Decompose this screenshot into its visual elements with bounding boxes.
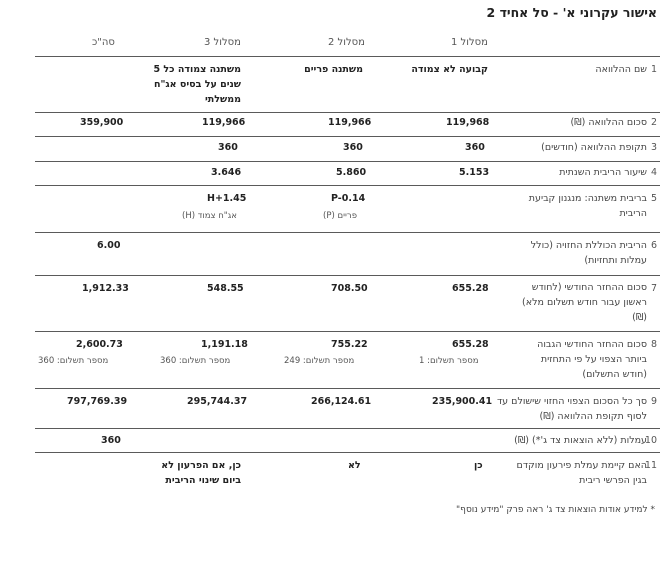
row-number: 3 [650,142,657,153]
route-1-peak-payment: 655.28 [452,339,489,350]
route-1-term: 360 [465,142,485,153]
row-divider [35,275,660,276]
route-1-total-repayment: 235,900.41 [432,396,493,407]
row-label: סכום ההחזר החודשי הגבוה ביותר הצפוי על פי התחזית (חודש התשלום) [537,339,647,380]
row-label: האם קיימת עמלת פירעון מוקדם בגין הפרשי ריבית [516,460,647,486]
total-peak-payment-number: מספר תשלום: 360 [38,356,109,366]
route-2-prepayment-fee: לא [348,460,361,471]
row-label: סכום ההלוואה (₪) [570,117,647,128]
route-2-rate-mechanism: P-0.14 [331,193,366,204]
route-2-term: 360 [343,142,363,153]
row-number: 7 [650,283,657,294]
row-label: שם ההלוואה [595,64,647,75]
route-3-term: 360 [218,142,238,153]
route-2-loan-amount: 119,966 [328,117,372,128]
row-label: עמלות (ללא הוצאות צד ג'*) (₪) [514,435,647,446]
row-label: סכום ההחזר החודשי (לחודש ראשון עבור חודש תשלום מלא) (₪) [522,282,647,323]
footnote: * למידע אודות הוצאות צד ג' ראה פרק "מידע נוסף" [456,505,655,515]
route-2-loan-name: משתנה פריים [304,64,363,75]
route-1-peak-payment-number: מספר תשלום: 1 [419,356,479,366]
page-title: אישור עקרוני א' - סל אחיד 2 [486,5,657,20]
row-divider [35,185,660,186]
row-number: 5 [650,193,657,204]
row-number: 1 [650,64,657,75]
total-monthly-payment: 1,912.33 [82,283,129,294]
row-label: הריבית הכוללת החזויה (כולל עמלות ותחזיות) [530,240,647,266]
route-3-interest-rate: 3.646 [211,167,242,178]
route-1-interest-rate: 5.153 [459,167,490,178]
row-divider [35,388,660,389]
column-header-route-3: מסלול 3 [204,37,241,48]
route-1-prepayment-fee: כן [474,460,483,471]
total-peak-payment: 2,600.73 [76,339,123,350]
route-2-peak-payment-number: מספר תשלום: 249 [284,356,355,366]
route-2-interest-rate: 5.860 [336,167,367,178]
route-1-loan-name: קבועה לא צמודה [411,64,488,75]
row-number: 11 [644,460,657,471]
total-fees: 360 [101,435,121,446]
row-number: 6 [650,240,657,251]
row-divider [35,56,660,57]
total-loan-amount: 359,900 [80,117,124,128]
row-number: 10 [644,435,657,446]
row-label: שיעור הריבית השנתית [559,167,647,178]
row-divider [35,161,660,162]
total-repayment: 797,769.39 [67,396,128,407]
column-header-route-1: מסלול 1 [451,37,488,48]
route-3-prepayment-fee: כן, אם הפרעון לא ביום שינוי הריבית [161,460,241,486]
route-3-total-repayment: 295,744.37 [187,396,248,407]
row-divider [35,136,660,137]
route-1-monthly-payment: 655.28 [452,283,489,294]
row-number: 4 [650,167,657,178]
route-2-total-repayment: 266,124.61 [311,396,372,407]
column-header-route-2: מסלול 2 [328,37,365,48]
route-3-rate-mechanism: H+1.45 [207,193,247,204]
row-label: סך כל הסכום הצפוי החזוי שישולם עד לסוף תקופת ההלוואה (₪) [496,396,647,422]
column-header-total: סה"כ [92,37,115,48]
row-divider [35,452,660,453]
row-number: 2 [650,117,657,128]
total-effective-rate: 6.00 [97,240,121,251]
row-divider [35,232,660,233]
route-2-peak-payment: 755.22 [331,339,368,350]
row-number: 9 [650,396,657,407]
row-number: 8 [650,339,657,350]
route-3-monthly-payment: 548.55 [207,283,244,294]
row-label: תקופת ההלוואה (חודשים) [541,142,647,153]
route-2-rate-anchor: פריים (P) [323,211,358,221]
row-label: בריבית משתנה: מנגנון קביעת הריבית [528,193,647,219]
row-divider [35,331,660,332]
route-3-peak-payment-number: מספר תשלום: 360 [160,356,231,366]
route-1-loan-amount: 119,968 [446,117,490,128]
route-3-peak-payment: 1,191.18 [201,339,248,350]
route-3-loan-amount: 119,966 [202,117,246,128]
route-3-loan-name: משתנה צמודה כל 5 שנים על בסיס אג"ח ממשלתי [153,64,241,105]
route-3-rate-anchor: אג"ח צמוד (H) [182,211,237,221]
row-divider [35,428,660,429]
row-divider [35,112,660,113]
route-2-monthly-payment: 708.50 [331,283,368,294]
